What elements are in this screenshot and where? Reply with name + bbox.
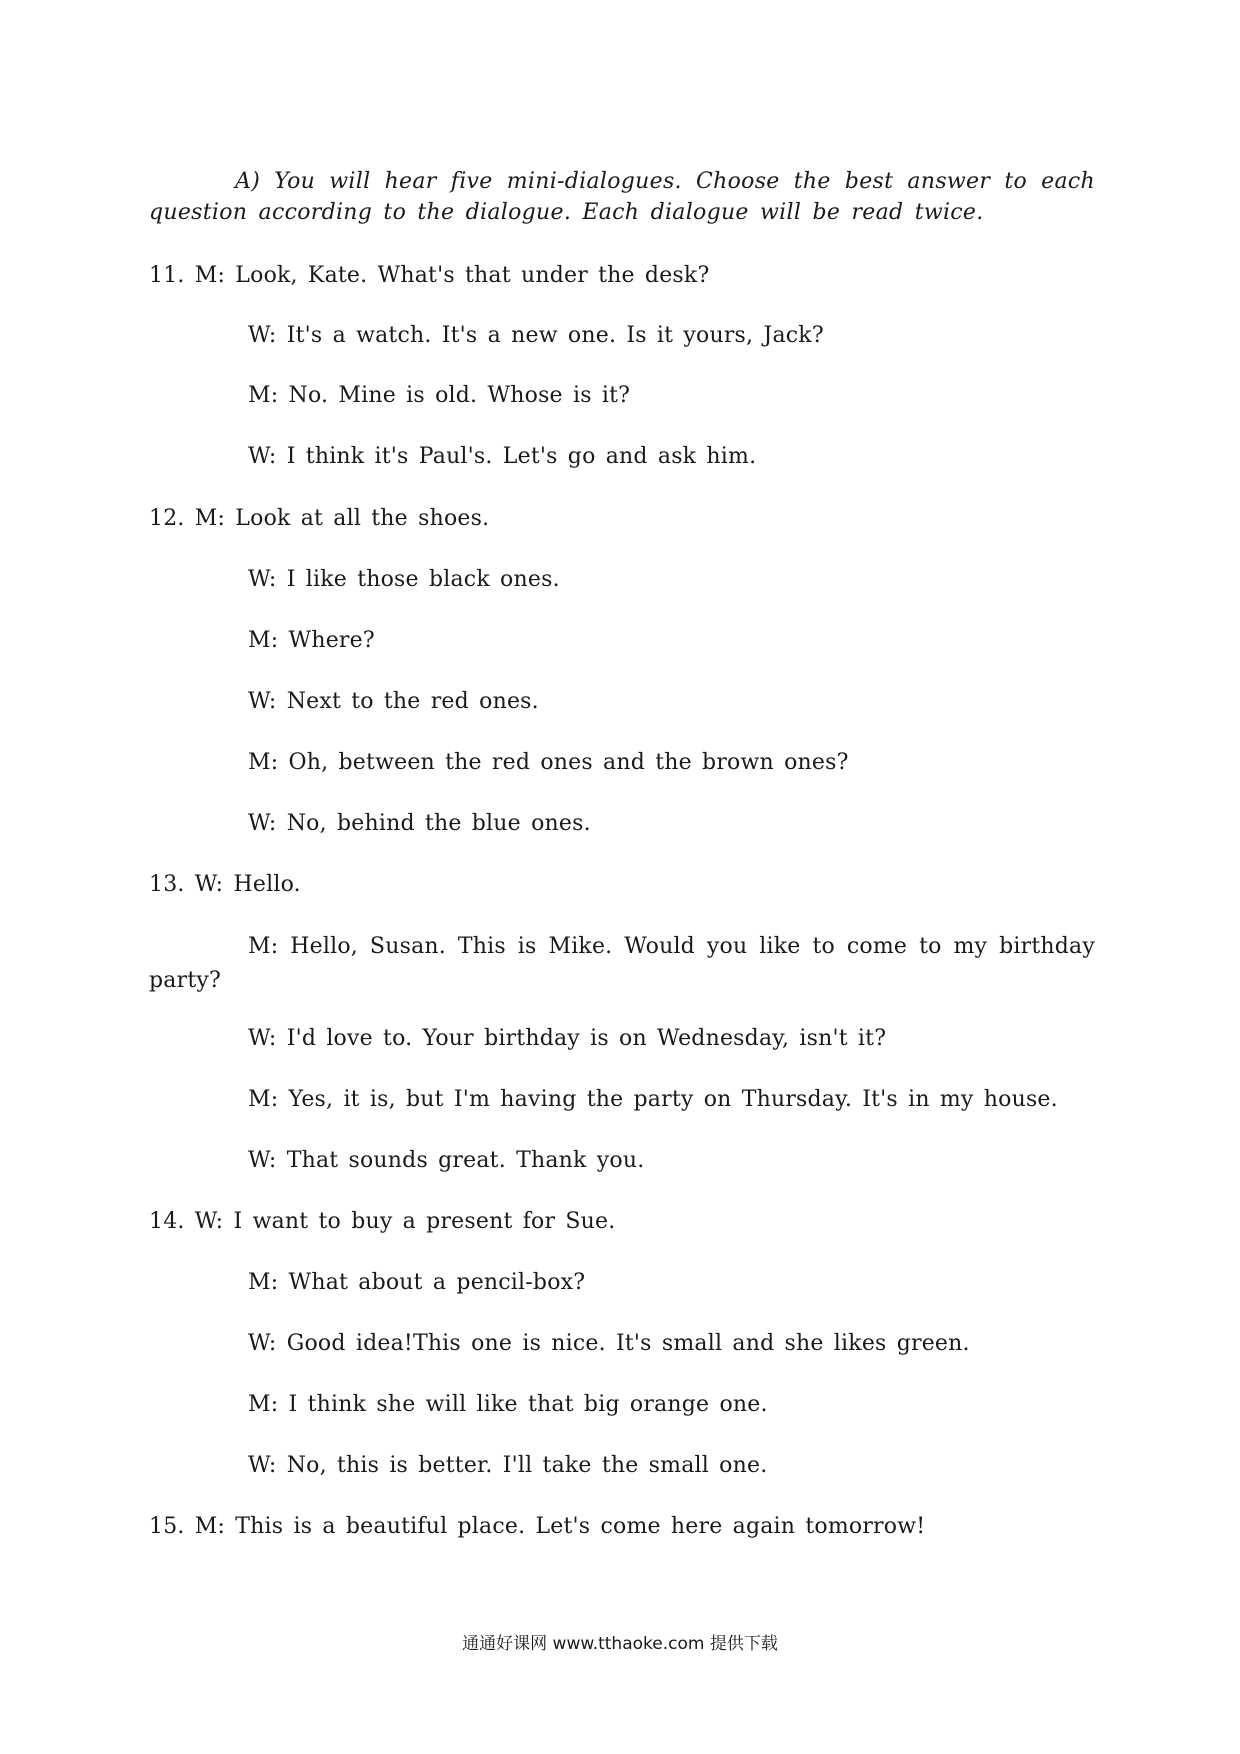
q11-line-4: W: I think it's Paul's. Let's go and ask him. [248,444,757,469]
section-a-instructions: A) You will hear five mini-dialogues. Choose the best answer to each question according to the dialogue. Each dialogue will be read twice. [149,169,1095,225]
page-footer: 通通好课网 www.tthaoke.com 提供下载 [462,1634,778,1654]
q12-line-4: W: Next to the red ones. [248,689,539,714]
q14-line-4: M: I think she will like that big orange one. [248,1392,768,1417]
q12-line-6: W: No, behind the blue ones. [248,811,591,836]
q13-line-3: W: I'd love to. Your birthday is on Wednesday, isn't it? [248,1026,887,1051]
q12-line-5: M: Oh, between the red ones and the brown ones? [248,750,849,775]
q11-line-2: W: It's a watch. It's a new one. Is it yours, Jack? [248,323,824,348]
q13-line-1: 13. W: Hello. [149,872,301,897]
q14-line-3: W: Good idea!This one is nice. It's small and she likes green. [248,1331,970,1356]
q11-line-3: M: No. Mine is old. Whose is it? [248,383,631,408]
q13-line-4: M: Yes, it is, but I'm having the party on Thursday. It's in my house. [248,1087,1058,1112]
q14-line-1: 14. W: I want to buy a present for Sue. [149,1209,616,1234]
q12-line-2: W: I like those black ones. [248,567,560,592]
q12-line-1: 12. M: Look at all the shoes. [149,506,490,531]
q14-line-5: W: No, this is better. I'll take the small one. [248,1453,768,1478]
q12-line-3: M: Where? [248,628,375,653]
q11-line-1: 11. M: Look, Kate. What's that under the desk? [149,263,710,288]
q13-line-5: W: That sounds great. Thank you. [248,1148,645,1173]
q15-line-1: 15. M: This is a beautiful place. Let's come here again tomorrow! [149,1514,926,1539]
q14-line-2: M: What about a pencil-box? [248,1270,586,1295]
q13-line-2: M: Hello, Susan. This is Mike. Would you like to come to my birthday party? [149,934,1095,993]
